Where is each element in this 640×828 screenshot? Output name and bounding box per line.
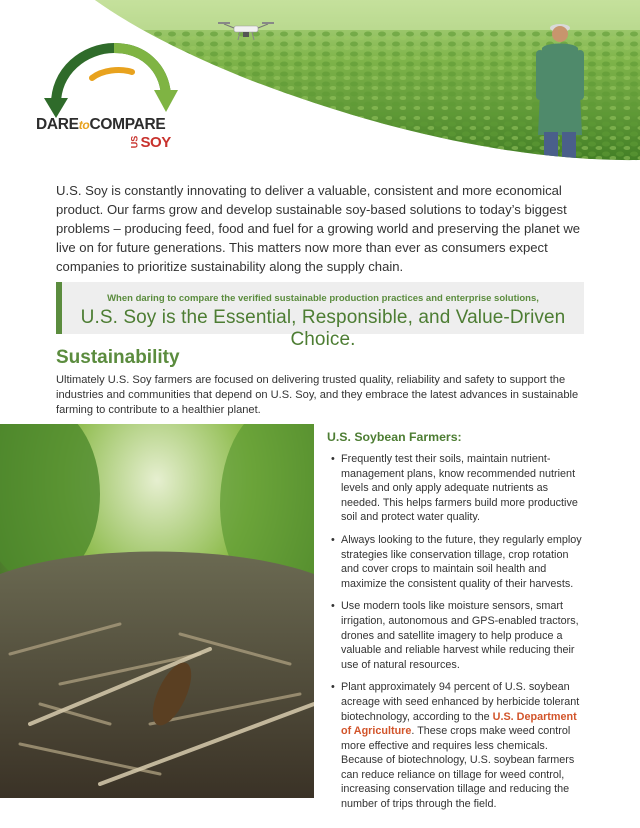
bullet-icon: • — [331, 533, 335, 546]
logo-word-dare: DARE — [36, 116, 79, 133]
logo-word-compare: COMPARE — [89, 116, 166, 133]
callout-headline: U.S. Soy is the Essential, Responsible, and Value-Driven Choice. — [80, 307, 566, 350]
bullet-text: Frequently test their soils, maintain nutrient-management plans, know recommended nutrient levels and only apply adequate nutrients as needed. This helps farmers build more productive soil and protect water quality. — [341, 453, 578, 524]
farmers-section — [327, 430, 589, 820]
callout-box — [56, 282, 584, 350]
dare-to-compare-logo — [34, 40, 184, 160]
bullet-text: Always looking to the future, they regularly employ strategies like conservation tillage, crop rotation and cover crops to maintain soil health and maximize the consistent quality of their harvests. — [341, 533, 582, 590]
section-title-sustainability: Sustainability — [56, 347, 180, 368]
logo-word-to: to — [78, 118, 90, 132]
crop-residue-photo — [0, 424, 314, 798]
us-soy-mark — [128, 134, 171, 152]
sustainability-paragraph: Ultimately U.S. Soy farmers are focused on delivering trusted quality, reliability and safety to support the industries and communities that depend on U.S. Soy, and they embrace the latest advances in sustainable farming to contribute to a healthier planet. — [56, 374, 579, 416]
bullet-icon: • — [331, 681, 335, 694]
farmers-bullet-list — [327, 452, 589, 812]
logo-wordmark — [36, 116, 186, 134]
bullet-text-post: . These crops make weed control more effective and requires less chemicals. Because of biotechnology, U.S. soybean farmers can reduce reliance on tillage for weed control, increasing conservation tillage and reducing the number of trips through the field. — [341, 725, 575, 811]
bullet-icon: • — [331, 600, 335, 613]
callout-lead: When daring to compare the verified sustainable production practices and enterprise solutions, — [107, 293, 539, 304]
list-item — [327, 680, 589, 811]
logo-arrows-icon — [34, 40, 184, 120]
intro-paragraph: U.S. Soy is constantly innovating to deliver a valuable, consistent and more economical product. Our farms grow and develop sustainable soy-based solutions to today’s biggest problems – producing feed, food and fuel for a growing world and preserving the planet we live on for future generations. This matters now more than ever as consumers expect companies to prioritize sustainability along the supply chain. — [56, 183, 581, 274]
bullet-text: Use modern tools like moisture sensors, smart irrigation, autonomous and GPS-enabled tractors, drones and satellite imagery to help produce a valuable and reliable harvest while reducing their use of natural resources. — [341, 600, 579, 671]
logo-us: US — [129, 135, 140, 149]
logo-soy: SOY — [140, 134, 171, 151]
bullet-text-pre: Plant approximately 94 percent of U.S. soybean acreage with seed enhanced by herbicide tolerant biotechnology, according to the — [341, 681, 580, 723]
bullet-icon: • — [331, 453, 335, 465]
farmers-heading: U.S. Soybean Farmers: — [327, 430, 462, 444]
list-item — [327, 599, 589, 672]
list-item — [327, 452, 589, 525]
usda-link[interactable]: U.S. Department of Agriculture — [341, 710, 577, 738]
list-item — [327, 533, 589, 591]
